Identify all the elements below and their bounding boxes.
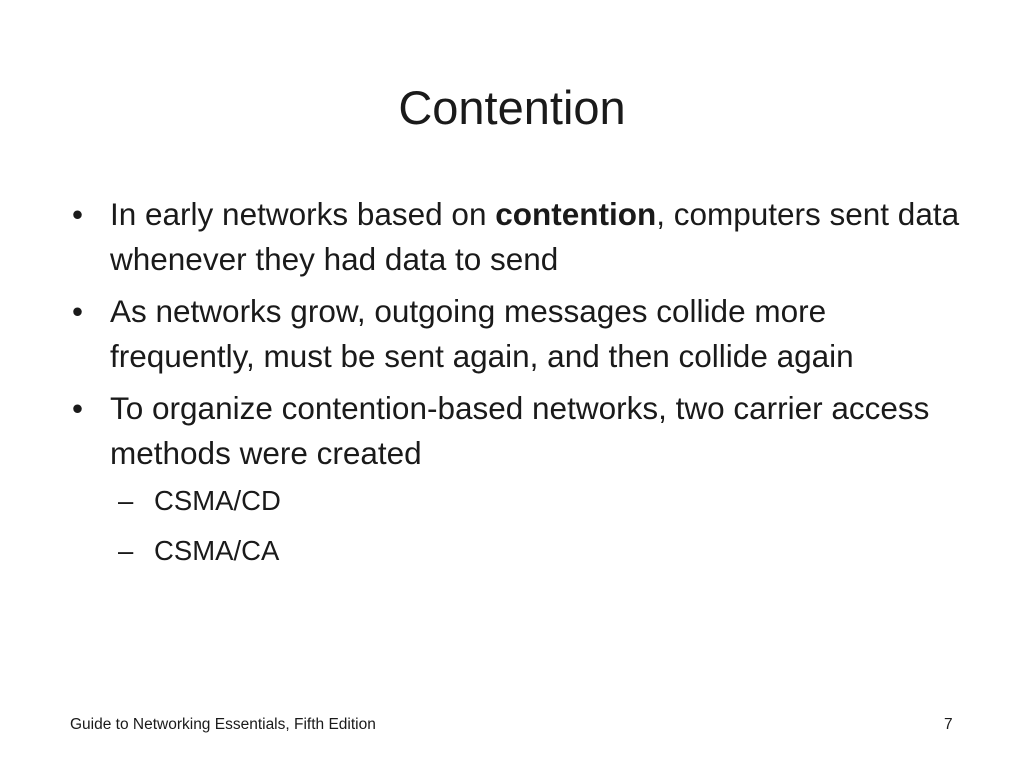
bullet-item (70, 289, 970, 379)
bullet-text: As networks grow, outgoing messages collide more frequently, must be sent again, and then collide again (110, 293, 854, 374)
bullet-emphasis: contention (495, 196, 657, 232)
sub-bullet-item (110, 481, 970, 521)
footer-page-number: 7 (944, 716, 953, 733)
bullet-item (70, 192, 970, 282)
bullet-text-tail: , computers sent data whenever they had data to send (110, 196, 960, 277)
sub-bullet-list (110, 481, 970, 571)
slide-title: Contention (398, 81, 626, 134)
bullet-list (70, 192, 970, 581)
bullet-marker: • (72, 196, 84, 232)
bullet-item (70, 386, 970, 571)
dash-marker: – (118, 535, 134, 566)
sub-bullet-text: CSMA/CD (154, 485, 281, 516)
bullet-text-lead: In early networks based on (110, 196, 496, 232)
sub-bullet-item (110, 531, 970, 571)
bullet-marker: • (72, 390, 84, 426)
bullet-text: To organize contention-based networks, two carrier access methods were created (110, 390, 930, 471)
dash-marker: – (118, 485, 134, 516)
footer-book-title: Guide to Networking Essentials, Fifth Edition (70, 716, 376, 733)
bullet-marker: • (72, 293, 84, 329)
sub-bullet-text: CSMA/CA (154, 535, 280, 566)
bullet-text (110, 196, 959, 277)
